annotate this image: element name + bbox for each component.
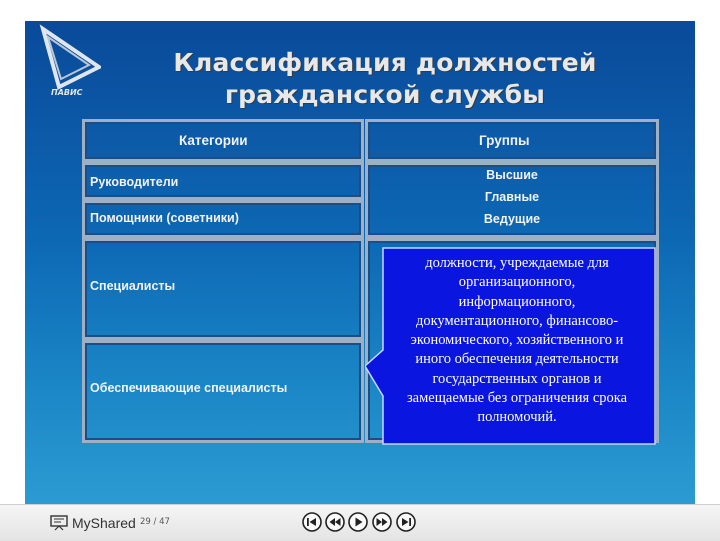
brand[interactable] <box>50 513 136 533</box>
prev-icon[interactable] <box>325 512 345 532</box>
title-line-1: Классификация должностей <box>173 48 597 77</box>
title-line-2: гражданской службы <box>224 80 546 109</box>
callout-line: должности, учреждаемые для <box>425 255 609 271</box>
category-label-2: Помощники (советники) <box>90 211 239 225</box>
callout-line: государственных органов и <box>432 370 602 387</box>
category-label-3: Специалисты <box>90 279 176 293</box>
presentation-icon <box>50 515 68 531</box>
callout <box>365 246 657 446</box>
logo <box>39 23 101 99</box>
category-label-1: Руководители <box>90 175 179 189</box>
callout-line: замещаемые без ограничения срока <box>406 390 628 407</box>
group-item-2: Главные <box>484 190 540 204</box>
first-icon[interactable] <box>302 512 322 532</box>
callout-text <box>385 254 649 428</box>
next-icon[interactable] <box>372 512 392 532</box>
header-categories: Категории <box>179 133 248 148</box>
last-icon[interactable] <box>396 512 416 532</box>
category-cell-1 <box>82 162 364 200</box>
brand-name: MyShared <box>72 515 136 531</box>
play-icon[interactable] <box>348 512 368 532</box>
category-cell-4 <box>82 340 364 443</box>
callout-line: экономического, хозяйственного и <box>410 332 624 349</box>
callout-line: информационного, <box>458 293 576 310</box>
callout-line: организационного, <box>458 274 576 291</box>
logo-text: ПАВИС <box>51 88 83 97</box>
callout-line: полномочий. <box>477 409 557 426</box>
category-label-4: Обеспечивающие специалисты <box>90 381 288 395</box>
page-indicator: 29 / 47 <box>140 517 170 527</box>
callout-line: документационного, финансово- <box>415 312 619 329</box>
slide <box>25 21 695 504</box>
group-item-1: Высшие <box>486 168 538 182</box>
header-groups: Группы <box>479 133 530 148</box>
group-item-3: Ведущие <box>483 212 541 226</box>
groups-list <box>365 164 659 230</box>
header-categories-cell <box>82 119 364 162</box>
viewer-footer <box>0 504 720 541</box>
category-cell-3 <box>82 238 364 340</box>
slide-title <box>145 47 625 111</box>
category-cell-2 <box>82 200 364 238</box>
callout-line: иного обеспечения деятельности <box>415 351 619 368</box>
header-groups-cell <box>365 119 659 162</box>
